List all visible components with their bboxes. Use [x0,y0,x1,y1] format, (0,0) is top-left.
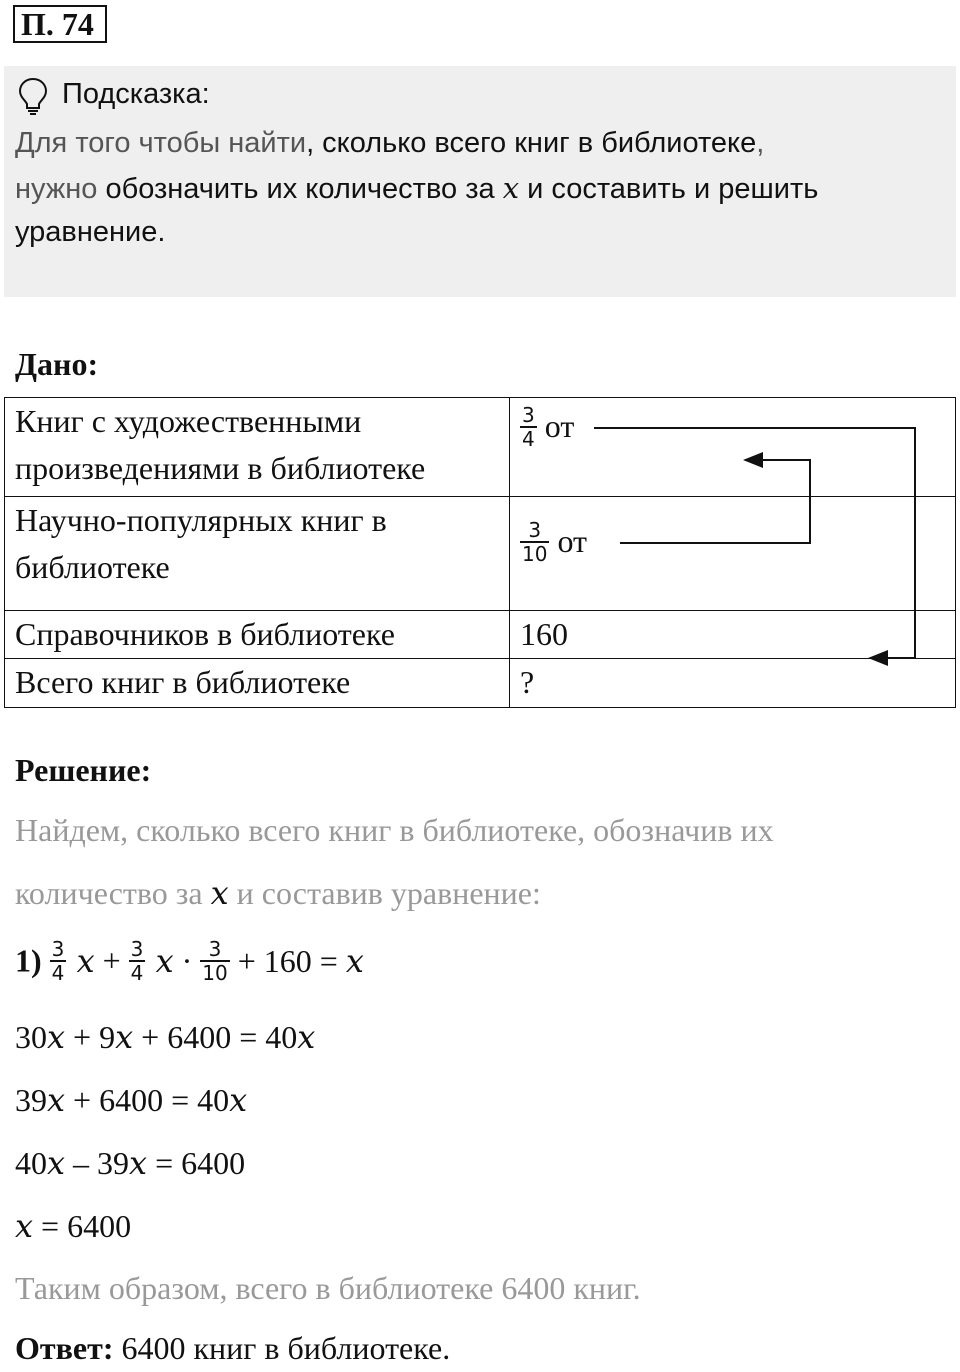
hint-variable-x: x [502,171,520,205]
row-value-popular-science [510,497,956,611]
table-row [5,497,956,611]
fraction-denominator: 4 [130,961,144,985]
fraction-3-4 [50,938,67,984]
fraction-3-4 [520,404,537,450]
hint-line-1 [15,127,764,160]
fraction-numerator: 3 [208,937,222,961]
fraction-numerator: 3 [130,937,144,961]
task-number: П. 74 [13,5,107,43]
answer-label: Ответ: [15,1330,114,1366]
hint-line-3: уравнение. [15,216,166,248]
step-number: 1) [15,942,42,979]
equation-step-1 [15,938,364,984]
lightbulb-icon [16,76,50,116]
given-title: Дано: [15,346,99,382]
row-label-fiction: Книг с художественными произведениями в библиотеке [5,398,510,497]
answer-text: 6400 книг в библиотеке. [113,1330,451,1366]
table-row [5,659,956,708]
fraction-denominator: 4 [522,426,535,451]
fraction-numerator: 3 [51,937,65,961]
value-suffix: от [557,523,588,560]
equation-line-5: x = 6400 [15,1207,132,1245]
hint-line-1-key: , сколько всего книг в библиотеке [306,127,757,159]
equation-line-2: 30x + 9x + 6400 = 40x [15,1018,316,1056]
row-value-reference: 160 [510,611,956,659]
solution-conclusion: Таким образом, всего в библиотеке 6400 книг. [15,1270,641,1306]
variable-x: x [129,1144,148,1182]
row-label-reference: Справочников в библиотеке [5,611,510,659]
solution-intro-line-2 [15,874,541,912]
row-label-popular-science: Научно-популярных книг в библиотеке [5,497,510,611]
equation-line-3: 39x + 6400 = 40x [15,1081,248,1119]
solution-variable-x: x [210,874,229,912]
fraction-numerator: 3 [528,517,542,542]
solution-title: Решение: [15,752,152,788]
solution-intro-text-b: и составив уравнение: [228,875,541,911]
hint-title: Подсказка: [62,78,210,110]
fraction-3-10 [520,519,549,565]
equation-line-4: 40x – 39x = 6400 [15,1144,246,1182]
hint-line-1-plain: Для того чтобы найти [15,127,307,159]
variable-x: x [15,1207,34,1245]
answer-line [15,1330,450,1367]
fraction-denominator: 10 [202,961,228,985]
table-row [5,398,956,497]
hint-line-1-end: , [756,127,765,159]
variable-x: x [66,942,95,980]
fraction-3-4 [129,938,146,984]
fraction-numerator: 3 [522,402,535,427]
variable-x: x [229,1081,248,1119]
given-table [4,397,956,708]
multiply-sign: · [181,942,193,979]
solution-intro-line-1: Найдем, сколько всего книг в библиотеке, обозначив их [15,812,774,848]
solution-intro-text-a: количество за [15,875,211,911]
fraction-denominator: 4 [51,961,65,985]
row-label-total: Всего книг в библиотеке [5,659,510,708]
variable-x: x [297,1018,316,1056]
variable-x: x [145,942,174,980]
hint-line-2-end: и составить и решить [519,173,819,205]
fraction-denominator: 10 [522,541,548,566]
value-suffix: от [544,408,575,445]
hint-line-2 [15,171,818,206]
variable-x: x [47,1018,66,1056]
plus-sign: + [102,942,121,979]
row-value-total: ? [510,659,956,708]
equation-rest: + 160 = x [237,942,364,980]
variable-x: x [115,1018,134,1056]
table-row [5,611,956,659]
variable-x: x [47,1081,66,1119]
variable-x: x [47,1144,66,1182]
fraction-3-10 [200,938,229,984]
row-value-fiction [510,398,956,497]
hint-line-2-key: обозначить их количество за [105,173,503,205]
hint-line-2-plain: нужно [15,173,106,205]
